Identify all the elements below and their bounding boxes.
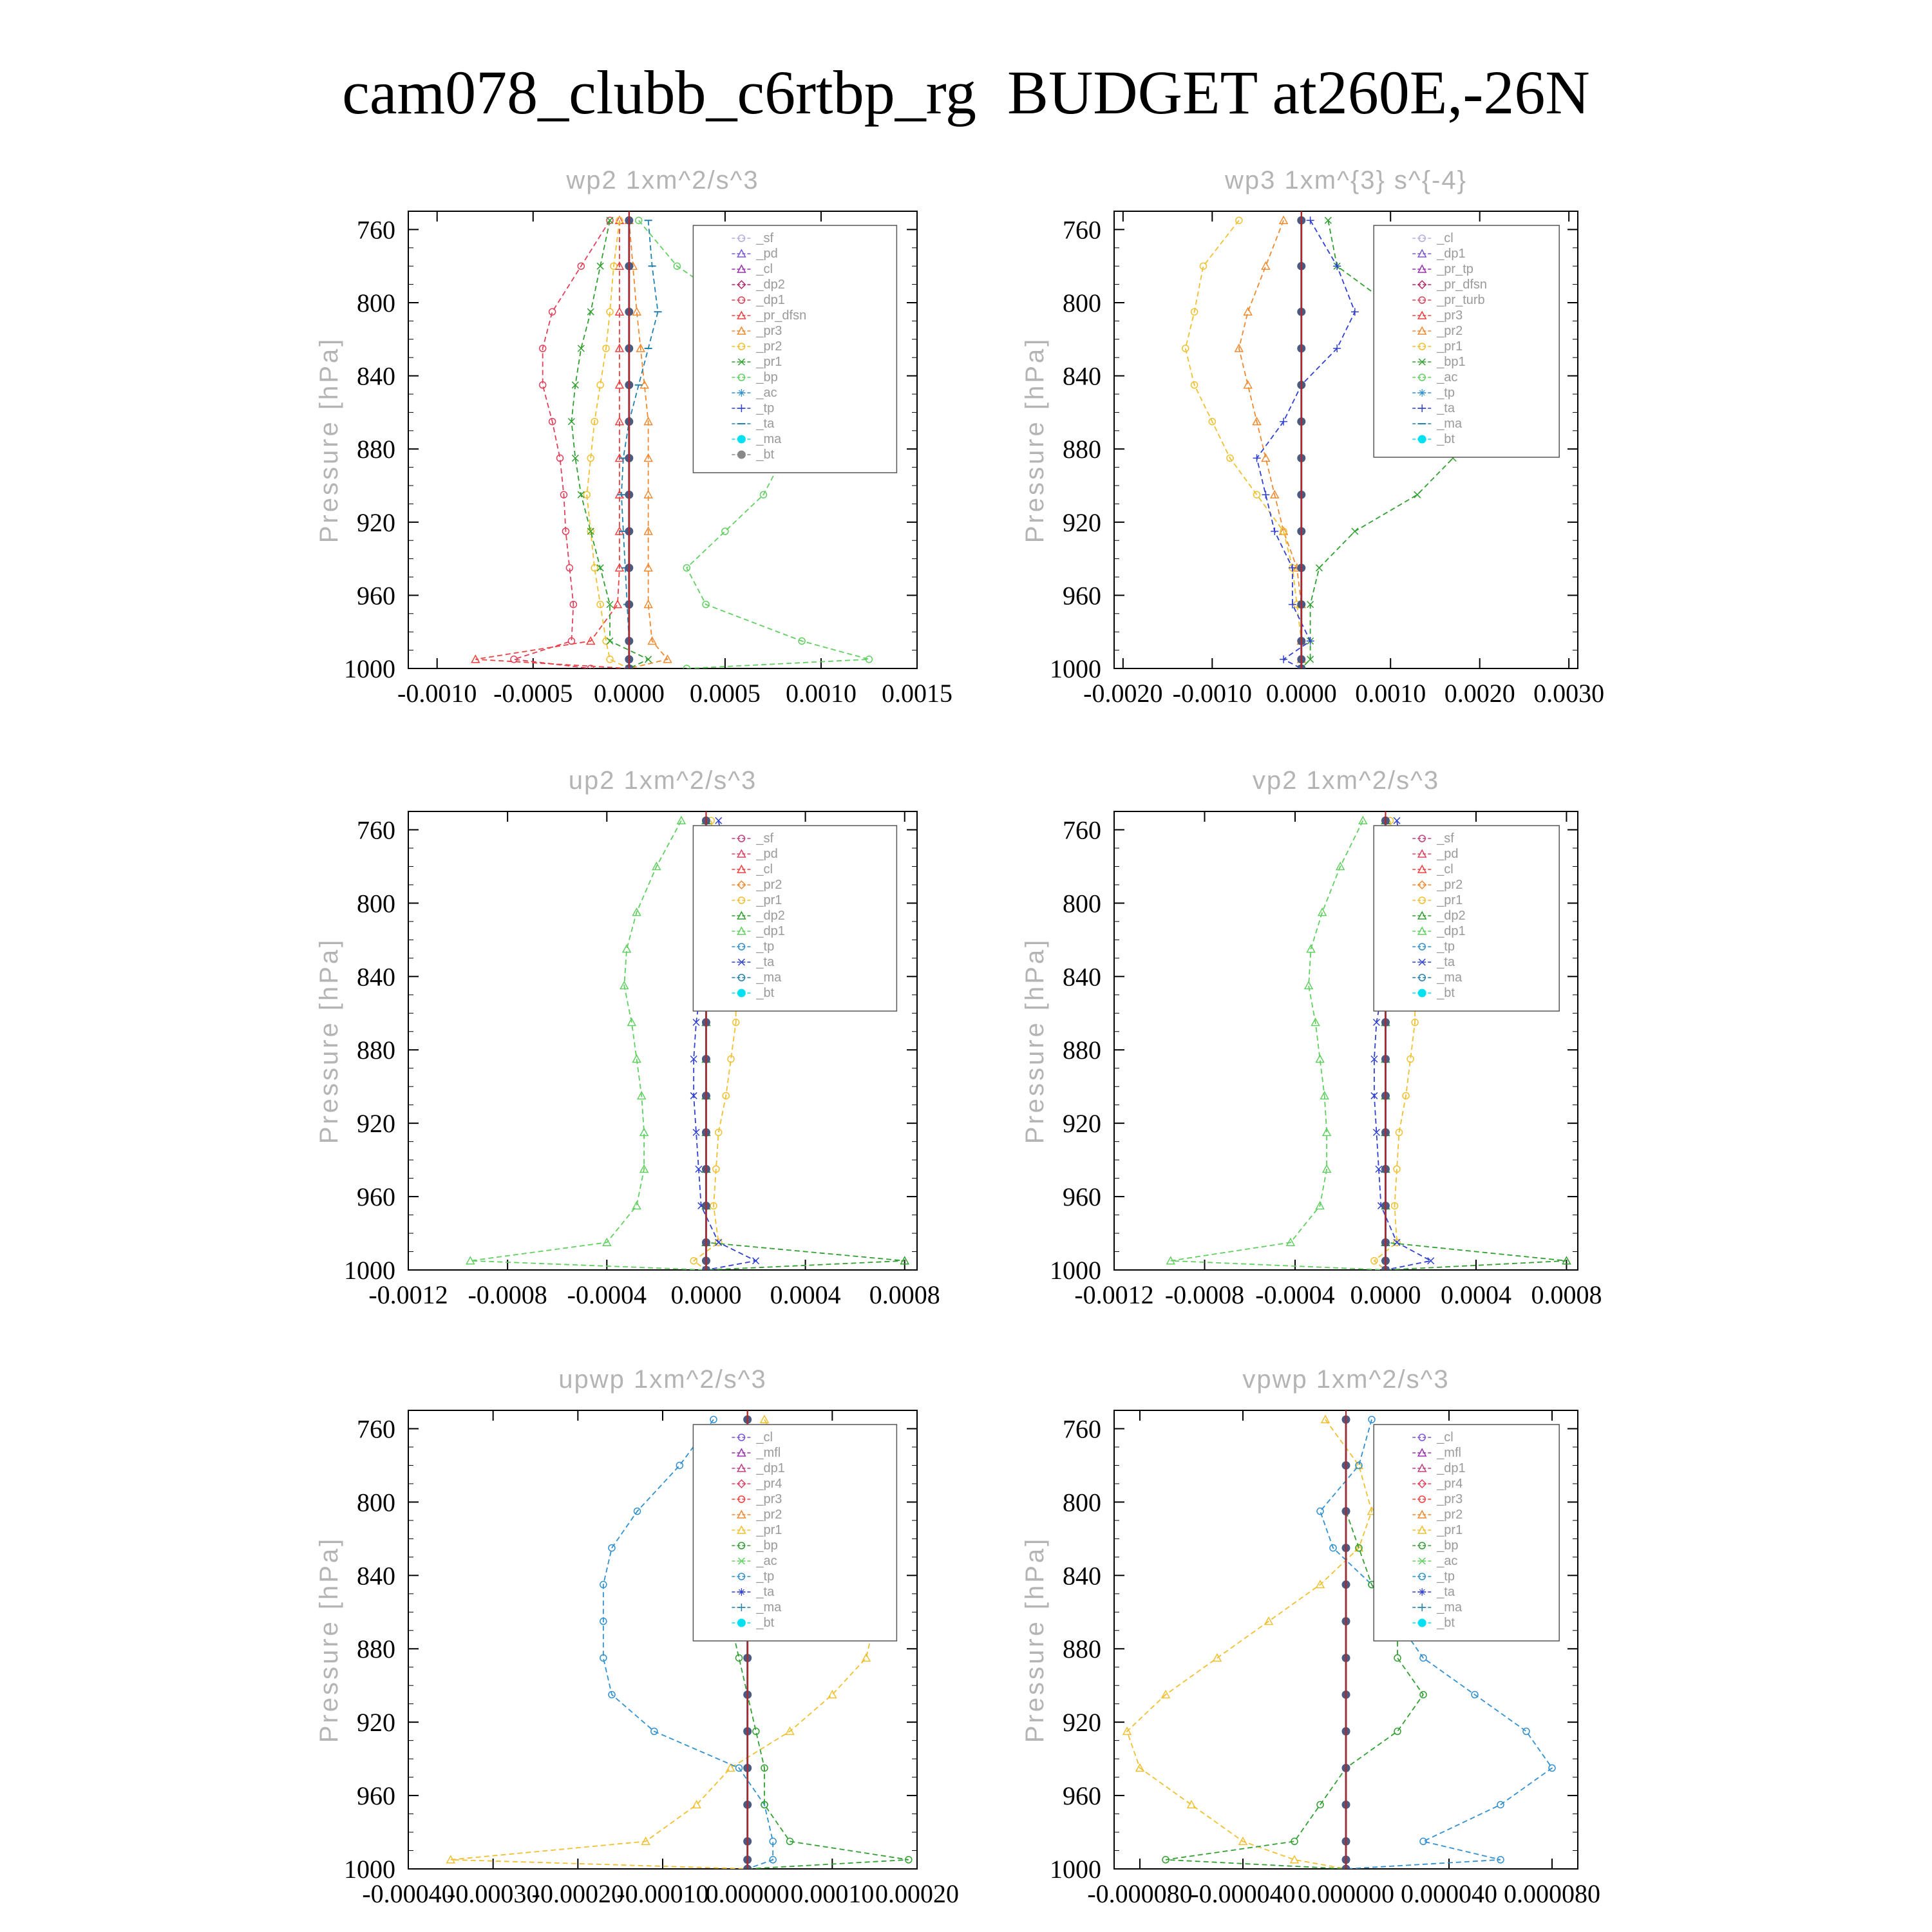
legend-label: _pd (1437, 847, 1459, 861)
y-axis-label: Pressure [hPa] (315, 1536, 343, 1743)
data-point-_tp (1317, 1508, 1323, 1515)
legend-label: _tp (756, 940, 775, 954)
legend-label: _pr1 (1437, 339, 1463, 354)
data-point-_ta (1280, 418, 1287, 426)
y-tick-label: 760 (1063, 815, 1101, 845)
data-point-_bp (722, 528, 728, 535)
data-point-_bp1 (1316, 565, 1322, 571)
legend-label: _sf (756, 831, 774, 846)
x-tick-label: -0.00030 (447, 1879, 540, 1908)
legend-label: _pr_tp (1437, 262, 1473, 276)
figure-title: cam078_clubb_c6rtbp_rg BUDGET at260E,-26N (342, 58, 1590, 127)
y-tick-label: 800 (357, 1488, 395, 1517)
chart-panel (315, 1365, 959, 1908)
x-tick-label: -0.0020 (1083, 679, 1163, 708)
plot-title: vpwp 1xm^2/s^3 (1242, 1365, 1450, 1394)
y-tick-label: 840 (357, 962, 395, 992)
x-tick-label: 0.0008 (1531, 1280, 1602, 1309)
y-tick-label: 880 (1063, 1036, 1101, 1065)
data-point-_ta (1289, 564, 1296, 572)
legend-label: _ac (1437, 1554, 1458, 1568)
y-tick-label: 800 (357, 289, 395, 317)
legend-label: _dp1 (756, 1461, 785, 1475)
data-point-_pr1 (761, 1416, 768, 1423)
legend-label: _dp1 (756, 293, 785, 307)
x-tick-label: -0.00040 (362, 1879, 455, 1908)
legend-label: _ma (1437, 417, 1463, 431)
legend-label: _mfl (1437, 1446, 1461, 1460)
data-point-_pr2 (1262, 454, 1269, 461)
legend-label: _pr_turb (1437, 293, 1485, 307)
legend-label: _bt (756, 448, 775, 462)
y-tick-label: 800 (1063, 889, 1101, 918)
y-tick-label: 960 (1063, 581, 1101, 611)
data-point-_pr1 (607, 638, 613, 644)
legend-label: _bp (1437, 1539, 1459, 1553)
x-tick-label: -0.0004 (567, 1280, 647, 1309)
y-tick-label: 760 (1063, 1414, 1101, 1444)
y-tick-label: 880 (1063, 1634, 1101, 1664)
x-tick-label: 0.0000 (1265, 679, 1337, 708)
y-tick-label: 760 (357, 815, 395, 845)
data-point-_pr2 (1244, 381, 1252, 388)
series-line-_dp1 (1171, 820, 1386, 1270)
legend-marker (1418, 1619, 1426, 1627)
legend-box (693, 225, 896, 473)
x-tick-label: 0.00010 (790, 1879, 875, 1908)
x-tick-label: 0.0030 (1533, 679, 1605, 708)
legend-label: _cl (1437, 862, 1454, 876)
data-point-_ta (1307, 216, 1314, 224)
y-tick-label: 760 (1063, 215, 1101, 245)
legend-label: _tp (1437, 940, 1455, 954)
data-point-_bp (1394, 1728, 1401, 1734)
legend-box (1374, 826, 1559, 1011)
chart-panel (315, 166, 952, 708)
data-point-_dp1 (623, 945, 630, 952)
legend-box (693, 826, 896, 1011)
x-tick-label: 0.000040 (1401, 1879, 1497, 1908)
x-tick-label: 0.0005 (689, 679, 761, 708)
legend-marker (1418, 989, 1426, 997)
data-point-_ta (1280, 656, 1287, 663)
data-point-_pr1 (1291, 1856, 1298, 1863)
y-tick-label: 920 (1063, 507, 1101, 537)
legend-label: _bp (756, 370, 778, 384)
legend-label: _pr3 (756, 324, 782, 338)
x-tick-label: 0.0008 (869, 1280, 940, 1309)
legend-label: _ac (756, 386, 777, 400)
x-tick-label: -0.000080 (1087, 1879, 1193, 1908)
data-point-_bp1 (1352, 528, 1358, 535)
legend-label: _ta (756, 417, 775, 431)
data-point-_pr1 (645, 656, 652, 663)
chart-panel (315, 766, 940, 1309)
legend-label: _pr2 (1437, 1508, 1463, 1522)
legend-label: _bp1 (1437, 355, 1466, 369)
series-line-_pr2 (587, 220, 629, 668)
legend-label: _cl (1437, 1430, 1454, 1444)
legend-label: _cl (756, 262, 773, 276)
legend-label: _pr1 (756, 355, 782, 369)
legend-marker (1418, 435, 1426, 443)
legend-label: _pr_dfsn (1437, 278, 1488, 292)
legend-label: _pr2 (756, 878, 782, 892)
y-tick-label: 1000 (344, 1256, 395, 1285)
data-point-_pr2 (1280, 216, 1287, 223)
legend-marker (737, 451, 745, 459)
y-axis-label: Pressure [hPa] (1021, 1536, 1049, 1743)
x-tick-label: 0.0004 (1440, 1280, 1511, 1309)
legend-label: _ta (756, 955, 775, 969)
legend-label: _pr4 (756, 1477, 782, 1491)
legend-label: _pr1 (1437, 1523, 1463, 1537)
series-line-_pr1 (1127, 1419, 1372, 1869)
data-point-_pr1 (1321, 1416, 1329, 1423)
legend-label: _tp (756, 1569, 775, 1584)
series-line-_ta (1257, 220, 1355, 668)
chart-panel (1021, 766, 1602, 1309)
data-point-_dp1 (1359, 817, 1367, 824)
y-tick-label: 760 (357, 215, 395, 245)
legend-label: _ma (1437, 971, 1463, 985)
x-tick-label: 0.0004 (770, 1280, 841, 1309)
y-tick-label: 760 (357, 1414, 395, 1444)
y-tick-label: 920 (357, 507, 395, 537)
x-tick-label: 0.0000 (593, 679, 665, 708)
y-tick-label: 880 (1063, 435, 1101, 464)
legend-label: _bt (756, 986, 775, 1000)
x-tick-label: -0.0008 (1164, 1280, 1245, 1309)
y-tick-label: 960 (1063, 1182, 1101, 1212)
legend-label: _pr2 (1437, 324, 1463, 338)
legend-label: _pr3 (1437, 308, 1463, 323)
legend-label: _mfl (756, 1446, 781, 1460)
legend-box (1374, 225, 1559, 457)
x-tick-label: 0.00000 (705, 1879, 790, 1908)
x-tick-label: -0.00010 (616, 1879, 709, 1908)
data-point-_bp (866, 656, 872, 663)
legend-label: _dp2 (1437, 909, 1466, 923)
data-point-_ta (1271, 527, 1278, 535)
x-tick-label: 0.00020 (875, 1879, 959, 1908)
x-tick-label: 0.000080 (1504, 1879, 1600, 1908)
x-tick-label: 0.0000 (670, 1280, 742, 1309)
legend-marker (737, 435, 745, 443)
y-tick-label: 960 (357, 1781, 395, 1811)
data-point-_ta (1253, 454, 1261, 462)
y-tick-label: 960 (357, 581, 395, 611)
data-point-_pr2 (1262, 262, 1269, 269)
data-point-_ta (1351, 308, 1359, 316)
y-tick-label: 840 (1063, 361, 1101, 391)
data-point-_bp1 (1414, 491, 1421, 498)
data-point-_bp (1394, 1654, 1401, 1661)
y-tick-label: 880 (357, 435, 395, 464)
y-tick-label: 920 (1063, 1708, 1101, 1738)
legend-label: _pr3 (1437, 1492, 1463, 1506)
legend-label: _bp (756, 1539, 778, 1553)
legend-label: _ma (756, 971, 782, 985)
legend-label: _ma (756, 432, 782, 446)
legend-label: _dp1 (1437, 247, 1466, 261)
plot-title: wp2 1xm^2/s^3 (566, 166, 759, 194)
x-tick-label: 0.0020 (1444, 679, 1515, 708)
legend-label: _pd (756, 847, 778, 861)
y-tick-label: 880 (357, 1036, 395, 1065)
legend-label: _pr2 (756, 1508, 782, 1522)
legend-label: _ac (1437, 370, 1458, 384)
legend-label: _dp1 (756, 924, 785, 938)
legend-label: _pr4 (1437, 1477, 1463, 1491)
data-point-_ta (1262, 491, 1269, 498)
legend-label: _ta (1437, 955, 1455, 969)
legend-label: _dp1 (1437, 1461, 1466, 1475)
legend-box (1374, 1425, 1559, 1641)
legend-label: _cl (756, 862, 773, 876)
series-line-_pr1 (1186, 220, 1302, 668)
x-tick-label: -0.0010 (1172, 679, 1252, 708)
legend-label: _pr1 (1437, 893, 1463, 907)
legend-label: _pr1 (756, 893, 782, 907)
y-tick-label: 800 (357, 889, 395, 918)
y-tick-label: 840 (1063, 1561, 1101, 1591)
y-tick-label: 920 (1063, 1109, 1101, 1139)
data-point-_pr1 (1254, 491, 1260, 498)
plot-title: vp2 1xm^2/s^3 (1252, 766, 1440, 795)
legend-label: _ma (756, 1600, 782, 1615)
y-tick-label: 800 (1063, 1488, 1101, 1517)
plot-title: up2 1xm^2/s^3 (568, 766, 757, 795)
legend-label: _tp (756, 401, 775, 415)
x-tick-label: 0.0015 (882, 679, 952, 708)
legend-label: _ma (1437, 1600, 1463, 1615)
x-tick-label: -0.0004 (1255, 1280, 1335, 1309)
legend-label: _pr3 (756, 1492, 782, 1506)
y-tick-label: 960 (1063, 1781, 1101, 1811)
legend-label: _pr2 (1437, 878, 1463, 892)
x-tick-label: 0.000000 (1298, 1879, 1394, 1908)
x-tick-label: -0.0005 (493, 679, 573, 708)
y-tick-label: 1000 (1050, 654, 1101, 683)
legend-marker (737, 989, 745, 997)
x-tick-label: -0.0010 (397, 679, 477, 708)
series-line-_pr_dfsn (475, 220, 629, 668)
legend-label: _cl (756, 1430, 773, 1444)
legend-label: _pd (756, 247, 778, 261)
y-tick-label: 1000 (344, 1855, 395, 1884)
legend-label: _bt (1437, 986, 1455, 1000)
series-line-_pr1 (571, 220, 648, 668)
legend-label: _sf (756, 231, 774, 245)
legend-marker (737, 1619, 745, 1627)
plot-title: wp3 1xm^{3} s^{-4} (1225, 166, 1467, 194)
y-tick-label: 1000 (1050, 1256, 1101, 1285)
x-tick-label: 0.0000 (1350, 1280, 1421, 1309)
y-tick-label: 960 (357, 1182, 395, 1212)
legend-label: _bt (1437, 1616, 1455, 1630)
y-axis-label: Pressure [hPa] (315, 937, 343, 1144)
legend-label: _dp2 (756, 278, 785, 292)
legend-label: _pr1 (756, 1523, 782, 1537)
legend-label: _bt (756, 1616, 775, 1630)
y-tick-label: 840 (357, 361, 395, 391)
data-point-_dp1 (1318, 909, 1326, 916)
legend-label: _pr_dfsn (756, 308, 807, 323)
legend-box (693, 1425, 896, 1641)
data-point-_dp1 (677, 817, 685, 824)
plot-title: upwp 1xm^2/s^3 (558, 1365, 767, 1394)
y-tick-label: 920 (357, 1109, 395, 1139)
y-axis-label: Pressure [hPa] (1021, 937, 1049, 1144)
legend-label: _ta (756, 1585, 775, 1599)
legend-label: _tp (1437, 1569, 1455, 1584)
y-tick-label: 800 (1063, 289, 1101, 317)
y-tick-label: 840 (357, 1561, 395, 1591)
legend-label: _tp (1437, 386, 1455, 400)
y-tick-label: 1000 (344, 654, 395, 683)
chart-panel (1021, 166, 1604, 708)
legend-label: _dp2 (756, 909, 785, 923)
legend-label: _sf (1437, 831, 1454, 846)
x-tick-label: 0.0010 (785, 679, 857, 708)
y-tick-label: 1000 (1050, 1855, 1101, 1884)
x-tick-label: -0.000040 (1190, 1879, 1296, 1908)
y-tick-label: 840 (1063, 962, 1101, 992)
data-point-_pr2 (1244, 308, 1252, 315)
legend-label: _cl (1437, 231, 1454, 245)
legend-label: _pr2 (756, 339, 782, 354)
x-tick-label: -0.0008 (468, 1280, 547, 1309)
legend-label: _ta (1437, 1585, 1455, 1599)
data-point-_tp (1523, 1728, 1530, 1734)
y-axis-label: Pressure [hPa] (1021, 336, 1049, 544)
data-point-_tp (676, 1462, 683, 1468)
legend-label: _ta (1437, 401, 1455, 415)
x-tick-label: -0.00020 (531, 1879, 624, 1908)
x-tick-label: -0.0012 (1074, 1280, 1154, 1309)
x-tick-label: 0.0010 (1355, 679, 1426, 708)
legend-label: _dp1 (1437, 924, 1466, 938)
y-tick-label: 920 (357, 1708, 395, 1738)
series-line-_dp1 (470, 820, 706, 1270)
x-tick-label: -0.0012 (368, 1280, 448, 1309)
chart-panel (1021, 1365, 1600, 1908)
legend-label: _ac (756, 1554, 777, 1568)
legend-label: _bt (1437, 432, 1455, 446)
y-axis-label: Pressure [hPa] (315, 336, 343, 544)
y-tick-label: 880 (357, 1634, 395, 1664)
